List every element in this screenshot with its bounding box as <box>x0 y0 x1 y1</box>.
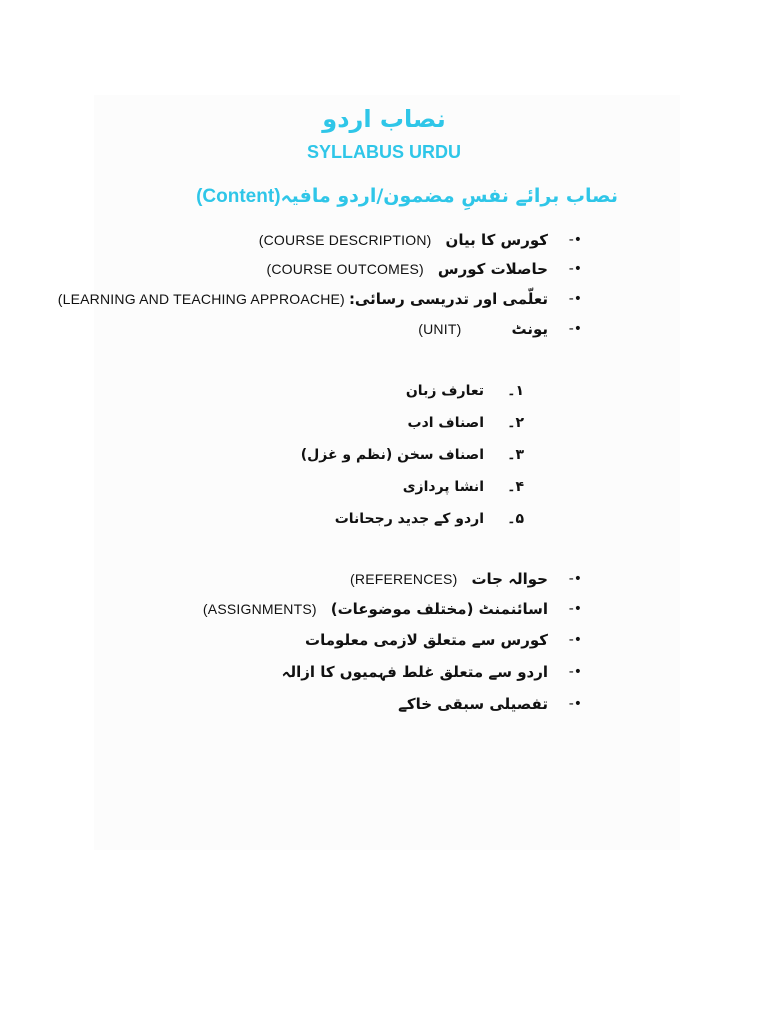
unit-number: ۲۔ <box>507 415 524 431</box>
section-label-urdu: کورس کا بیان <box>445 231 548 249</box>
section-course-outcomes <box>267 256 583 282</box>
section-label-english: (COURSE OUTCOMES) <box>266 261 424 277</box>
bullet-marker: -• <box>568 696 582 712</box>
unit-item <box>335 506 524 532</box>
section-label-urdu: کورس سے متعلق لازمی معلومات <box>305 631 548 649</box>
section-label-english: (REFERENCES) <box>350 571 458 587</box>
section-label-english: (UNIT) <box>418 321 462 337</box>
unit-number: ۱۔ <box>507 383 524 399</box>
unit-number: ۵۔ <box>507 511 524 527</box>
unit-label: تعارف زبان <box>405 383 484 399</box>
unit-label: انشا پردازی <box>402 479 484 495</box>
content-heading <box>196 185 618 208</box>
section-course-description <box>259 227 582 253</box>
content-heading-urdu: نصاب برائے نفسِ مضمون/اردو مافیہ <box>280 185 618 207</box>
section-label-urdu: اردو سے متعلق غلط فہمیوں کا ازالہ <box>281 663 548 681</box>
bullet-marker: -• <box>568 321 582 337</box>
section-label-urdu: تفصیلی سبقی خاکے <box>398 695 548 713</box>
section-label-english: (LEARNING AND TEACHING APPROACHE) <box>57 291 345 307</box>
unit-item <box>406 378 524 404</box>
section-label-urdu: حوالہ جات <box>471 570 548 588</box>
english-title: SYLLABUS URDU <box>306 142 461 162</box>
section-label-urdu: یونٹ <box>511 320 548 338</box>
section-unit <box>418 316 582 342</box>
unit-label: اردو کے جدید رجحانات <box>334 511 484 527</box>
bullet-marker: -• <box>568 261 582 277</box>
section-label-english: (COURSE DESCRIPTION) <box>258 232 432 248</box>
section-label-urdu: اسائنمنٹ (مختلف موضوعات) <box>330 600 548 618</box>
unit-number: ۴۔ <box>507 479 524 495</box>
unit-item <box>403 474 524 500</box>
unit-label: اصناف ادب <box>407 415 484 431</box>
bullet-marker: -• <box>568 601 582 617</box>
bullet-marker: -• <box>568 664 582 680</box>
bullet-marker: -• <box>568 232 582 248</box>
bullet-marker: -• <box>568 291 582 307</box>
unit-number: ۳۔ <box>507 447 524 463</box>
document-page <box>94 95 680 850</box>
bullet-marker: -• <box>568 632 582 648</box>
bullet-marker: -• <box>568 571 582 587</box>
section-label-urdu: حاصلات کورس <box>437 260 548 278</box>
unit-label: اصناف سخن (نظم و غزل) <box>300 447 484 463</box>
urdu-title: نصاب اردو <box>322 105 446 133</box>
unit-item <box>301 442 524 468</box>
unit-item <box>408 410 525 436</box>
section-learning-teaching <box>58 286 582 312</box>
section-label-urdu: تعلّمی اور تدریسی رسائی: <box>348 290 548 308</box>
section-course-information <box>305 627 582 653</box>
section-misconceptions <box>282 659 582 685</box>
section-references <box>350 566 582 592</box>
content-heading-english: (Content) <box>196 186 281 207</box>
section-assignments <box>203 596 582 622</box>
section-lesson-plans <box>398 691 582 717</box>
section-label-english: (ASSIGNMENTS) <box>202 601 317 617</box>
